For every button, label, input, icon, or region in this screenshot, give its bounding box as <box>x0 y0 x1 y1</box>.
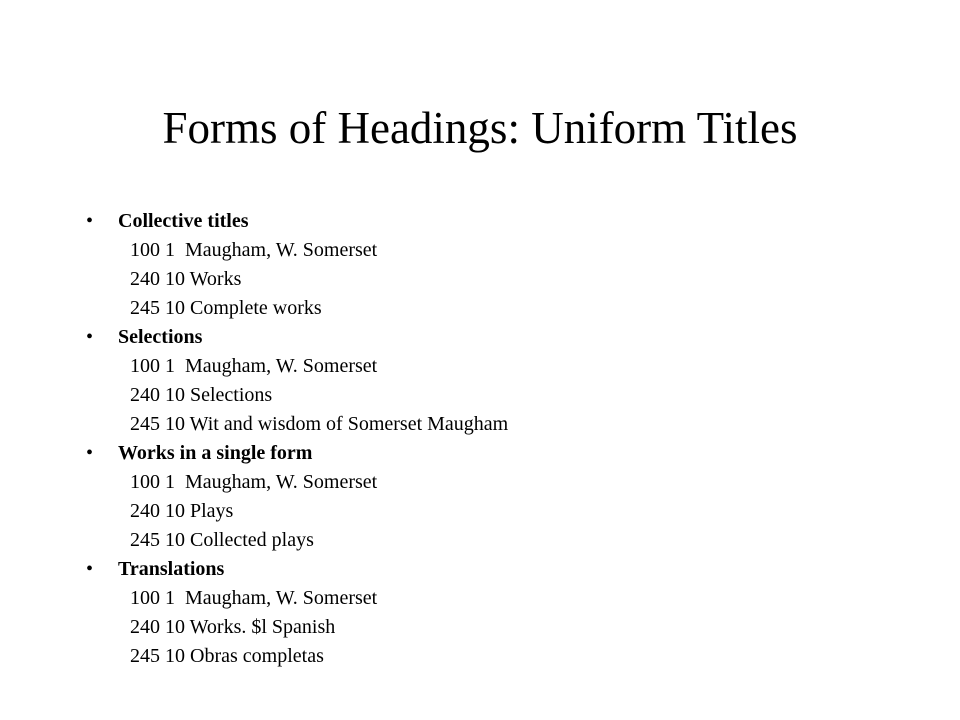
section-works-single-form <box>86 439 906 555</box>
slide-title: Forms of Headings: Uniform Titles <box>162 103 798 153</box>
section-heading-label: Collective titles <box>118 210 249 232</box>
section-heading-label: Selections <box>118 326 203 348</box>
bullet-icon: • <box>86 558 94 580</box>
section-heading <box>86 323 906 352</box>
marc-field-line: 240 10 Plays <box>130 500 234 522</box>
marc-field-line: 240 10 Works <box>130 268 242 290</box>
section-translations <box>86 555 906 671</box>
marc-field-line: 100 1 Maugham, W. Somerset <box>130 587 378 609</box>
section-heading <box>86 555 906 584</box>
bullet-icon: • <box>86 210 94 232</box>
section-heading-label: Works in a single form <box>118 442 313 464</box>
section-collective-titles <box>86 207 906 323</box>
marc-field-line: 245 10 Complete works <box>130 297 322 319</box>
marc-field-line: 100 1 Maugham, W. Somerset <box>130 239 378 261</box>
marc-field-line: 100 1 Maugham, W. Somerset <box>130 355 378 377</box>
marc-field-line: 245 10 Collected plays <box>130 529 314 551</box>
bullet-icon: • <box>86 442 94 464</box>
bullet-list <box>86 207 906 671</box>
marc-field-line: 245 10 Wit and wisdom of Somerset Maugham <box>130 413 509 435</box>
marc-field-line: 240 10 Works. $l Spanish <box>130 616 336 638</box>
marc-field-line: 240 10 Selections <box>130 384 273 406</box>
marc-field-line: 100 1 Maugham, W. Somerset <box>130 471 378 493</box>
section-heading-label: Translations <box>118 558 225 580</box>
marc-field-line: 245 10 Obras completas <box>130 645 324 667</box>
section-heading <box>86 207 906 236</box>
section-selections <box>86 323 906 439</box>
bullet-icon: • <box>86 326 94 348</box>
section-heading <box>86 439 906 468</box>
